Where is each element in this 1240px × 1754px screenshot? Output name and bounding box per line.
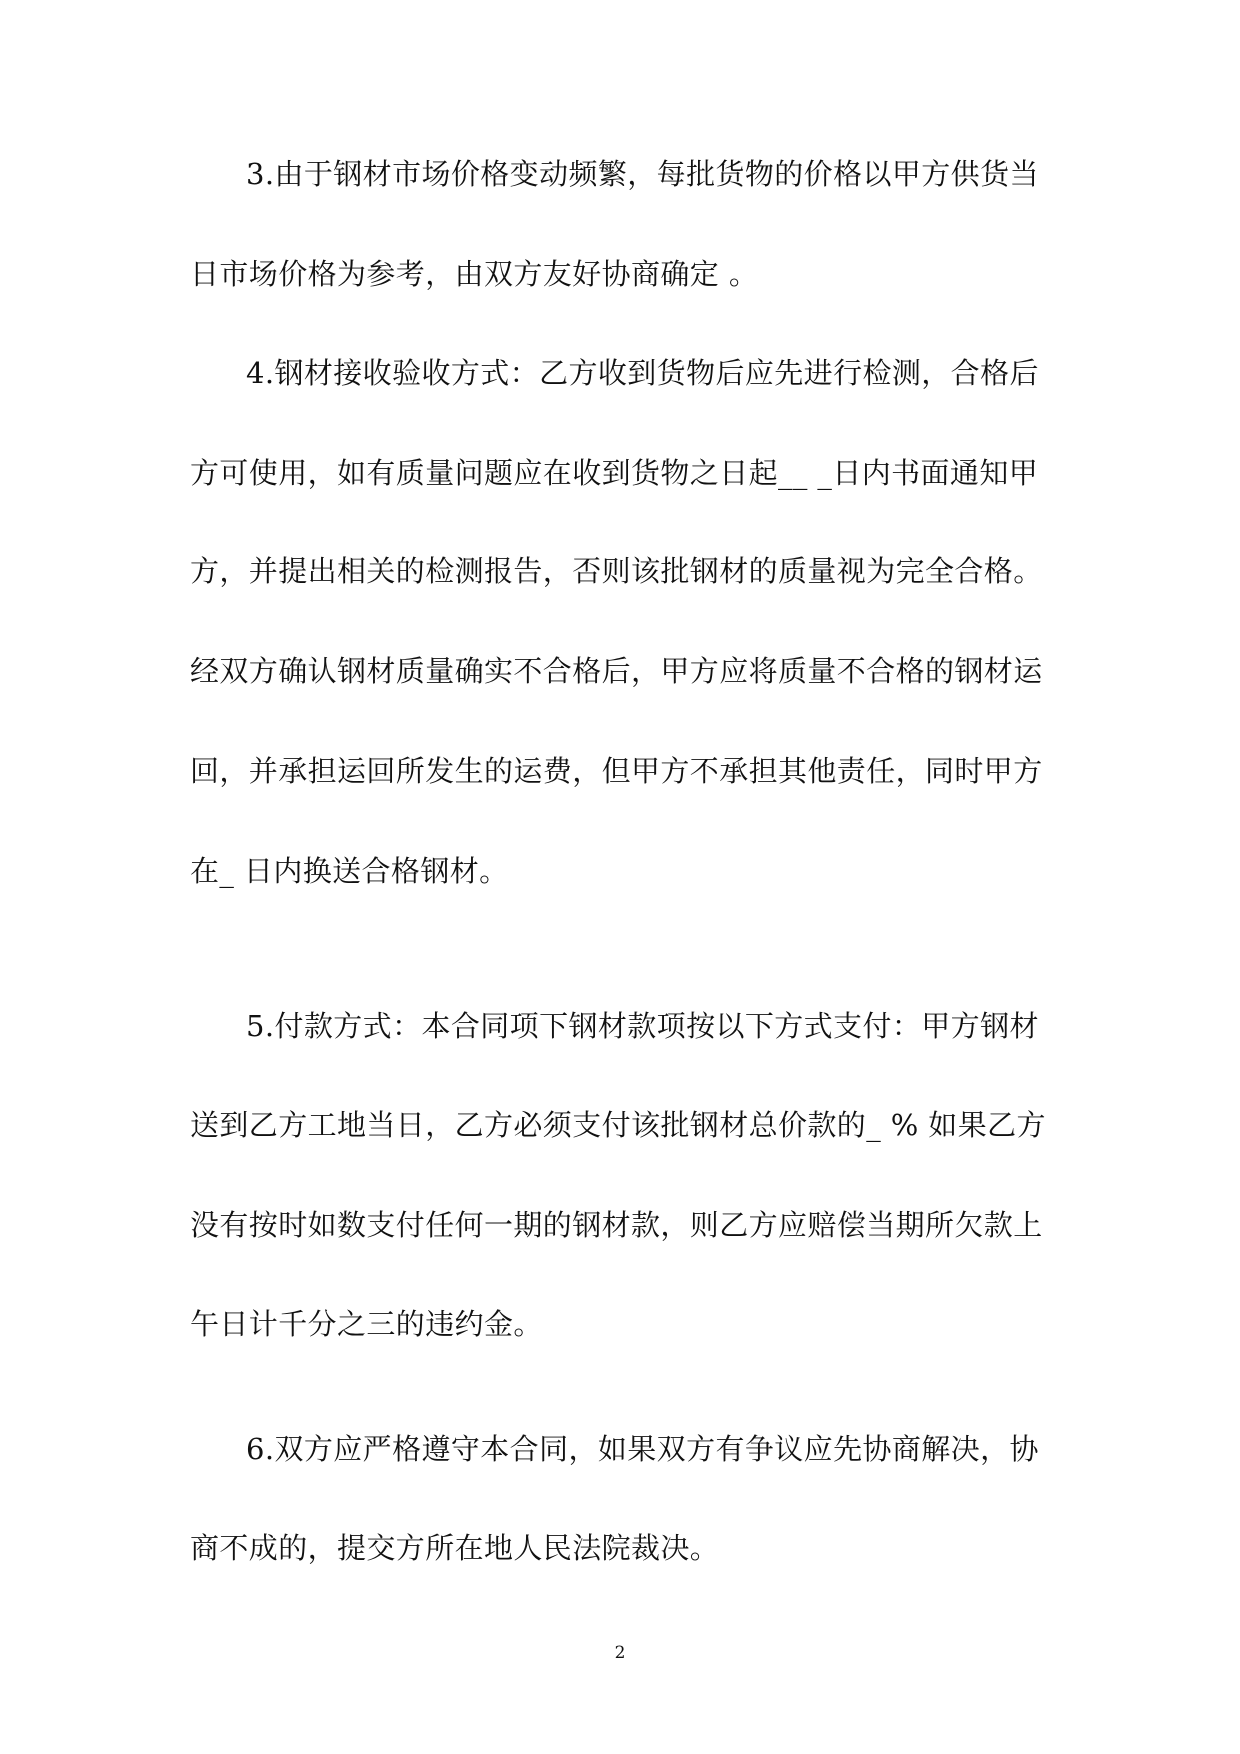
- clause-4-line-3: 方，并提出相关的检测报告，否则该批钢材的质量视为完全合格。: [190, 554, 1043, 588]
- page-number: 2: [614, 1643, 626, 1663]
- clause-5-line-2: 送到乙方工地当日，乙方必须支付该批钢材总价款的_ % 如果乙方: [190, 1108, 1046, 1142]
- clause-4-line-1: 4.钢材接收验收方式：乙方收到货物后应先进行检测，合格后: [246, 356, 1039, 390]
- clause-3-line-2: 日市场价格为参考，由双方友好协商确定 。: [190, 257, 759, 291]
- clause-3-line-1: 3.由于钢材市场价格变动频繁，每批货物的价格以甲方供货当: [246, 157, 1039, 191]
- clause-5-line-4: 午日计千分之三的违约金。: [190, 1307, 543, 1341]
- clause-4-line-6: 在_ 日内换送合格钢材。: [190, 854, 509, 888]
- clause-5-line-1: 5.付款方式：本合同项下钢材款项按以下方式支付：甲方钢材: [246, 1009, 1039, 1043]
- clause-5-line-3: 没有按时如数支付任何一期的钢材款，则乙方应赔偿当期所欠款上: [190, 1208, 1043, 1242]
- clause-4-line-5: 回，并承担运回所发生的运费，但甲方不承担其他责任，同时甲方: [190, 754, 1043, 788]
- clause-4-line-4: 经双方确认钢材质量确实不合格后，甲方应将质量不合格的钢材运: [190, 654, 1043, 688]
- clause-4-line-2: 方可使用，如有质量问题应在收到货物之日起__ _日内书面通知甲: [190, 456, 1039, 490]
- clause-6-line-1: 6.双方应严格遵守本合同，如果双方有争议应先协商解决，协: [246, 1432, 1039, 1466]
- clause-6-line-2: 商不成的，提交方所在地人民法院裁决。: [190, 1531, 720, 1565]
